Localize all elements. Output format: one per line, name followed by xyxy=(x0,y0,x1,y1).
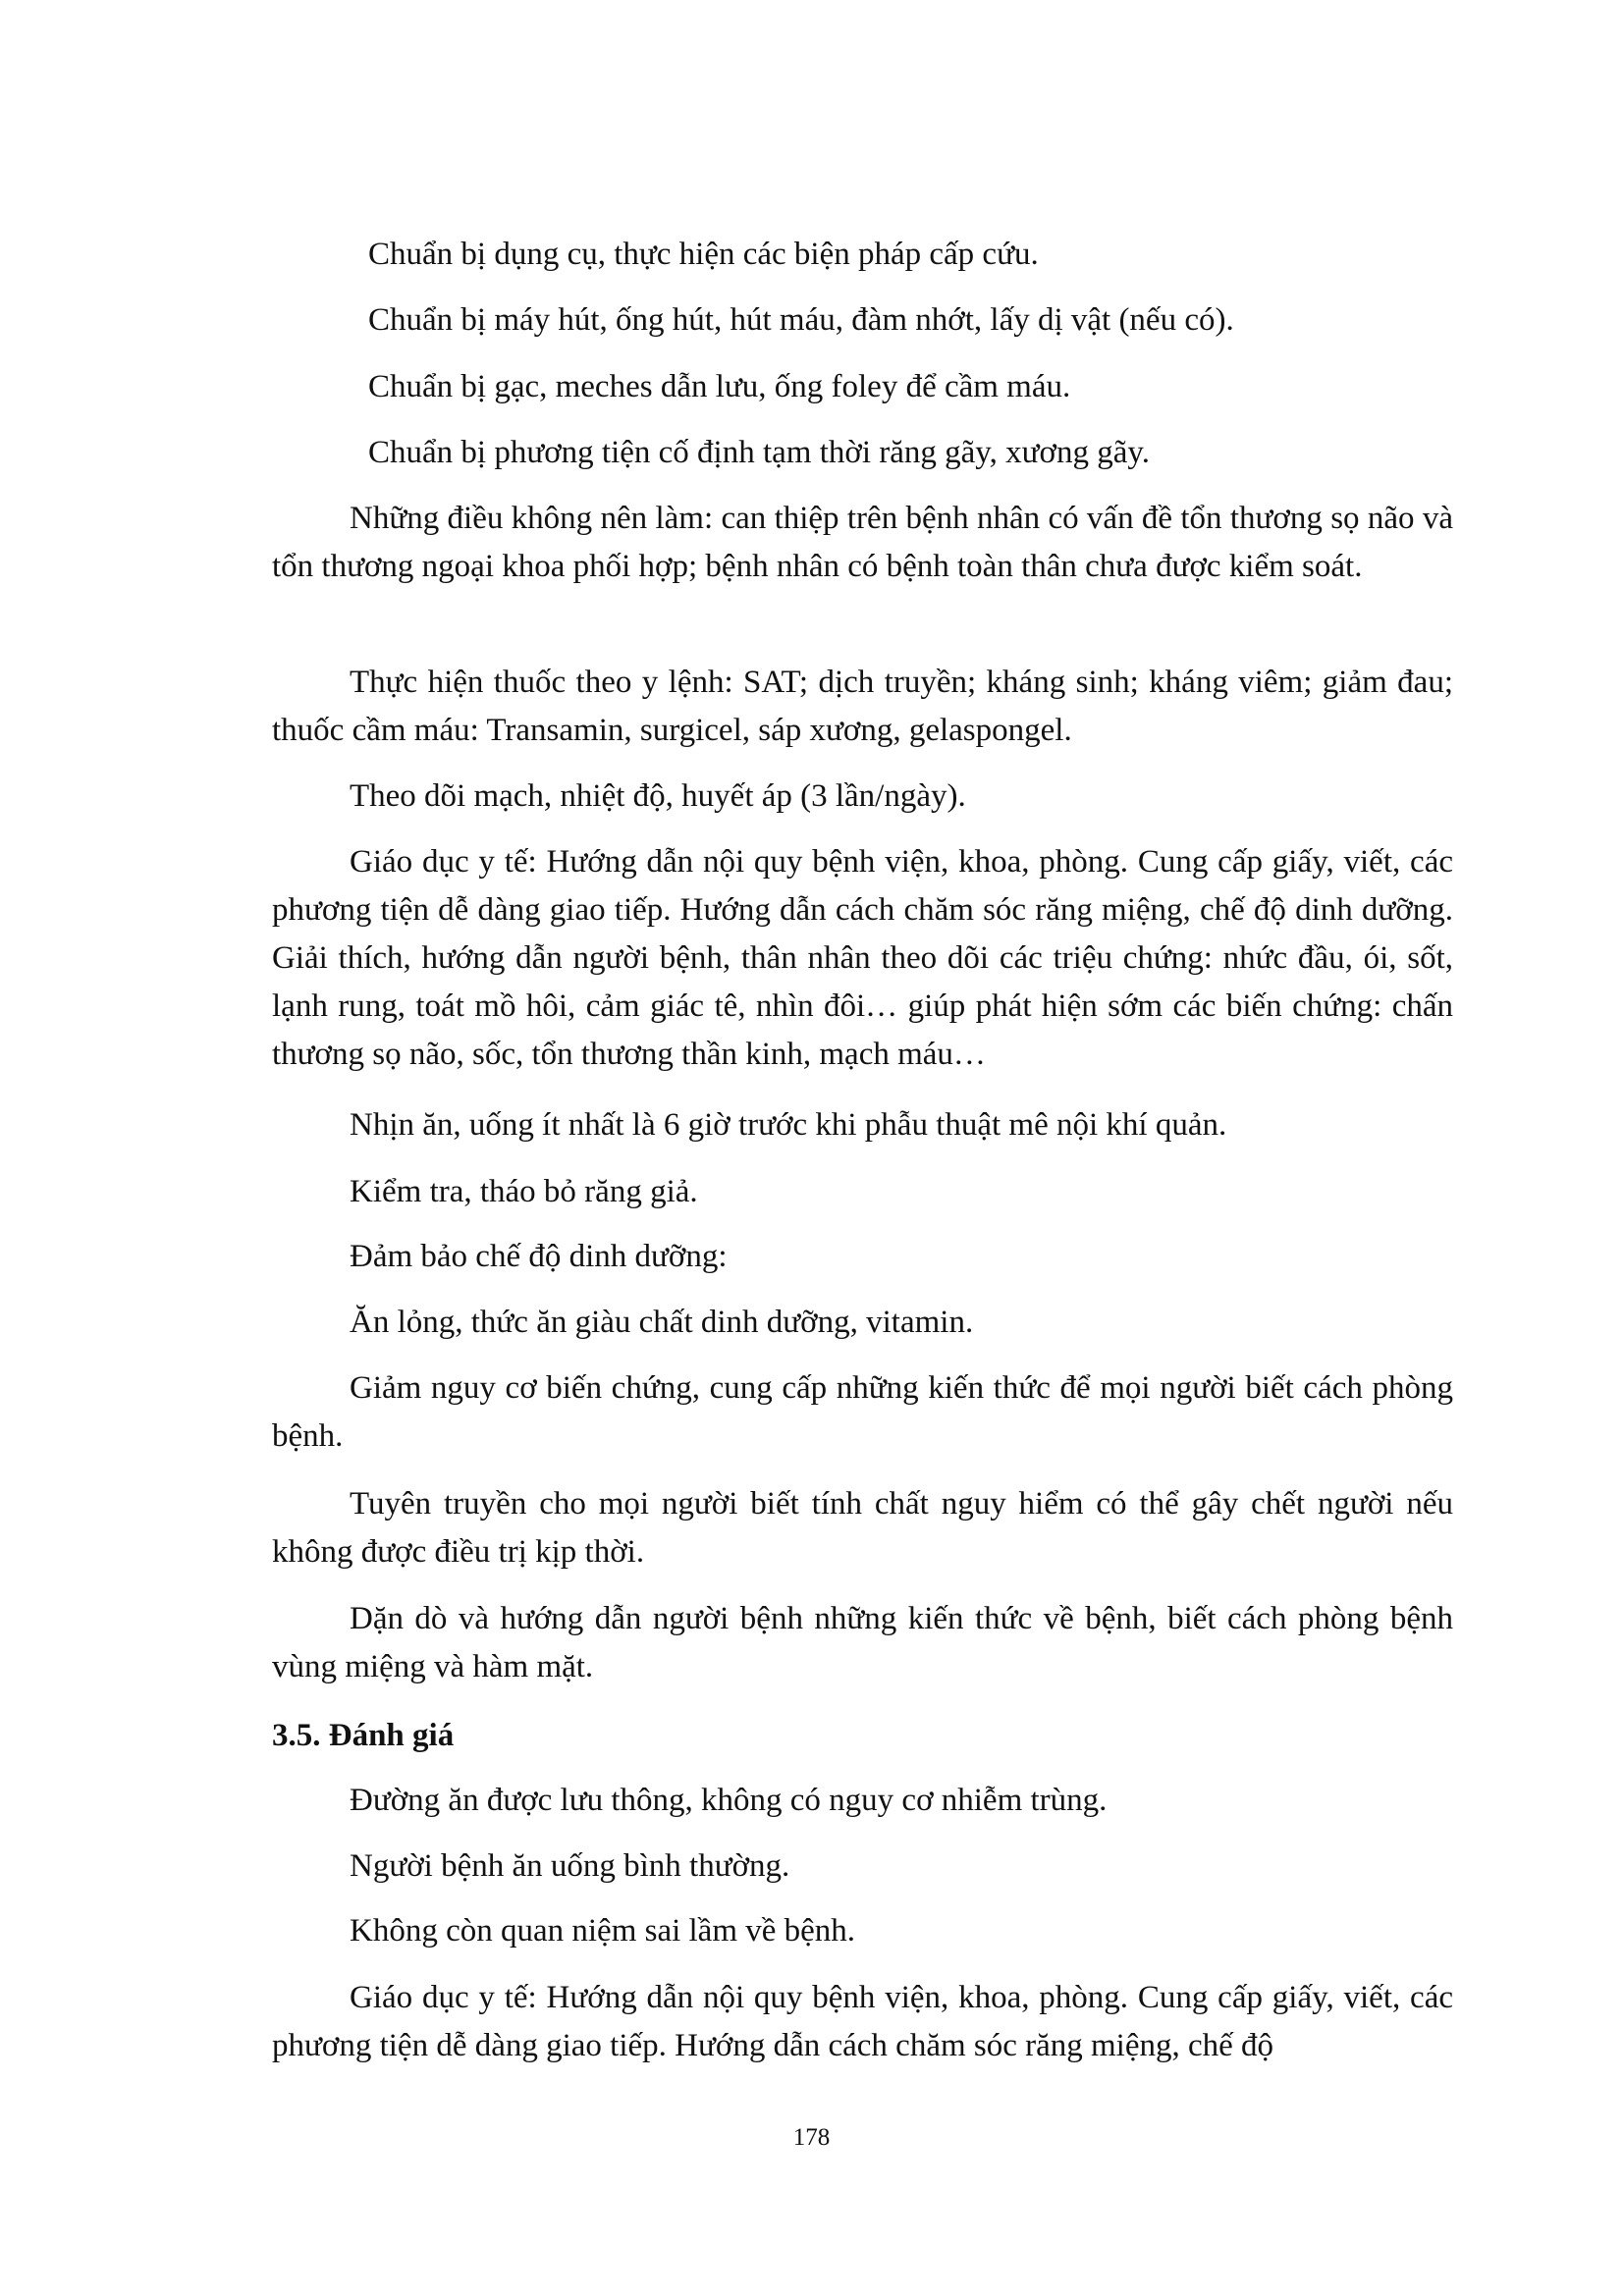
paragraph-health-education: Giáo dục y tế: Hướng dẫn nội quy bệnh viện, khoa, phòng. Cung cấp giấy, viết, các phương tiện dễ dàng giao tiếp. Hướng dẫn cách chăm sóc răng miệng, chế độ dinh dưỡng. Giải thích, hướng dẫn người bệnh, thân nhân theo dõi các triệu chứng: nhức đầu, ói, sốt, lạnh rung, toát mồ hôi, cảm giác tê, nhìn đôi… giúp phát hiện sớm các biến chứng: chấn thương sọ não, sốc, tổn thương thần kinh, mạch máu… xyxy=(272,844,1453,1072)
paragraph-prepare-fixation: Chuẩn bị phương tiện cố định tạm thời răng gãy, xương gãy. xyxy=(368,435,1150,470)
paragraph-eval-misconception: Không còn quan niệm sai lầm về bệnh. xyxy=(350,1913,856,1949)
paragraph-instructions: Dặn dò và hướng dẫn người bệnh những kiến thức về bệnh, biết cách phòng bệnh vùng miệng và hàm mặt. xyxy=(272,1601,1453,1684)
paragraph-reduce-complications: Giảm nguy cơ biến chứng, cung cấp những kiến thức để mọi người biết cách phòng bệnh. xyxy=(272,1370,1453,1454)
paragraph-medication-orders: Thực hiện thuốc theo y lệnh: SAT; dịch truyền; kháng sinh; kháng viêm; giảm đau; thuốc cầm máu: Transamin, surgicel, sáp xương, gelaspongel. xyxy=(272,665,1453,748)
paragraph-nutrition: Đảm bảo chế độ dinh dưỡng: xyxy=(350,1239,728,1274)
paragraph-liquid-diet: Ăn lỏng, thức ăn giàu chất dinh dưỡng, vitamin. xyxy=(350,1305,974,1340)
paragraph-prepare-gauze: Chuẩn bị gạc, meches dẫn lưu, ống foley để cầm máu. xyxy=(368,369,1071,404)
paragraph-contraindications: Những điều không nên làm: can thiệp trên bệnh nhân có vấn đề tổn thương sọ não và tổn thương ngoại khoa phối hợp; bệnh nhân có bệnh toàn thân chưa được kiểm soát. xyxy=(272,501,1453,584)
paragraph-propaganda: Tuyên truyền cho mọi người biết tính chất nguy hiểm có thể gây chết người nếu không được điều trị kịp thời. xyxy=(272,1486,1453,1570)
paragraph-prepare-suction: Chuẩn bị máy hút, ống hút, hút máu, đàm nhớt, lấy dị vật (nếu có). xyxy=(368,302,1234,338)
paragraph-eval-health-education: Giáo dục y tế: Hướng dẫn nội quy bệnh viện, khoa, phòng. Cung cấp giấy, viết, các phương tiện dễ dàng giao tiếp. Hướng dẫn cách chăm sóc răng miệng, chế độ xyxy=(272,1980,1453,2063)
paragraph-eval-feeding: Đường ăn được lưu thông, không có nguy cơ nhiễm trùng. xyxy=(350,1783,1108,1818)
paragraph-dentures: Kiểm tra, tháo bỏ răng giả. xyxy=(350,1174,698,1209)
paragraph-prepare-tools: Chuẩn bị dụng cụ, thực hiện các biện pháp cấp cứu. xyxy=(368,237,1039,272)
paragraph-vital-signs: Theo dõi mạch, nhiệt độ, huyết áp (3 lần/ngày). xyxy=(350,778,966,814)
page-number: 178 xyxy=(792,2124,831,2151)
section-heading: 3.5. Đánh giá xyxy=(272,1718,455,1753)
paragraph-fasting: Nhịn ăn, uống ít nhất là 6 giờ trước khi phẫu thuật mê nội khí quản. xyxy=(350,1107,1227,1143)
paragraph-eval-eating: Người bệnh ăn uống bình thường. xyxy=(350,1848,790,1884)
